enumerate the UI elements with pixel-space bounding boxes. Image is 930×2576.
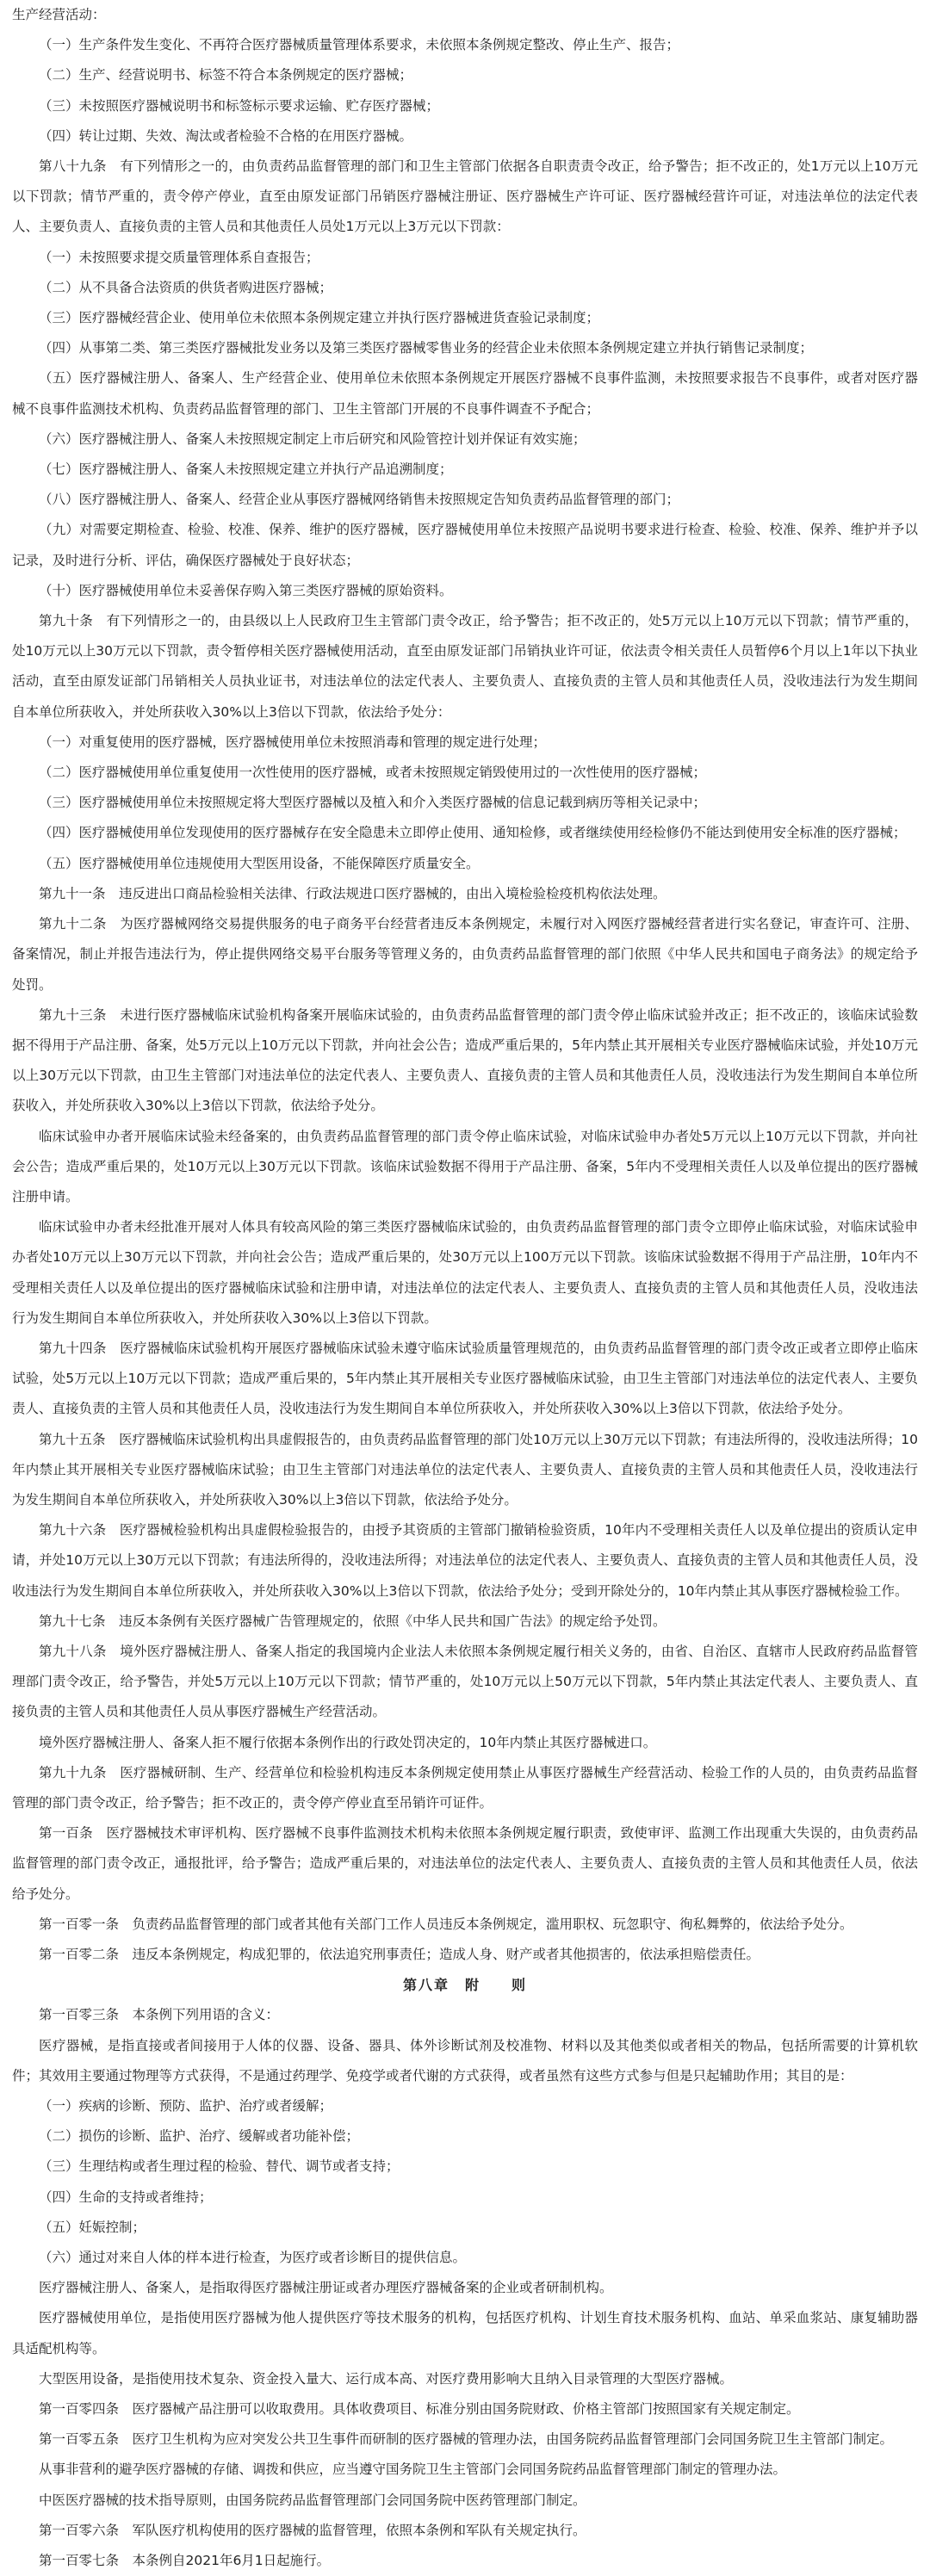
list-item: （二）从不具备合法资质的供货者购进医疗器械；	[39, 279, 333, 295]
article-99: 第九十九条 医疗器械研制、生产、经营单位和检验机构违反本条例规定使用禁止从事医疗器械生产经营活动、检验工作的人员的，由负责药品监督管理的部门责令改正，给予警告；拒不改正的，责令停产停业直至吊销许可证件。	[12, 1764, 918, 1811]
article-107: 第一百零七条 本条例自2021年6月1日起施行。	[39, 2553, 331, 2569]
paragraph: 医疗器械使用单位，是指使用医疗器械为他人提供医疗等技术服务的机构，包括医疗机构、计划生育技术服务机构、血站、单采血浆站、康复辅助器具适配机构等。	[12, 2310, 918, 2356]
paragraph: 中医医疗器械的技术指导原则，由国务院药品监督管理部门会同国务院中医药管理部门制定。	[39, 2492, 586, 2508]
article-91: 第九十一条 违反进出口商品检验相关法律、行政法规进口医疗器械的，由出入境检验检疫机构依法处理。	[39, 885, 666, 901]
article-96: 第九十六条 医疗器械检验机构出具虚假检验报告的，由授予其资质的主管部门撤销检验资质，10年内不受理相关责任人以及单位提出的资质认定申请，并处10万元以上30万元以下罚款；有违法所得的，没收违法所得；对违法单位的法定代表人、主要负责人、直接负责的主管人员和其他责任人员，没收违法行为发生期间自本单位所获收入，并处所获收入30%以上3倍以下罚款，依法给予处分；受到开除处分的，10年内禁止其从事医疗器械检验工作。	[12, 1522, 918, 1599]
paragraph: 医疗器械，是指直接或者间接用于人体的仪器、设备、器具、体外诊断试剂及校准物、材料以及其他类似或者相关的物品，包括所需要的计算机软件；其效用主要通过物理等方式获得，不是通过药理学、免疫学或者代谢的方式获得，或者虽然有这些方式参与但是只起辅助作用；其目的是：	[12, 2037, 918, 2084]
list-item: （一）未按照要求提交质量管理体系自查报告；	[39, 249, 319, 265]
list-item: （一）生产条件发生变化、不再符合医疗器械质量管理体系要求，未依照本条例规定整改、停止生产、报告；	[39, 37, 680, 53]
paragraph: 临床试验申办者开展临床试验未经备案的，由负责药品监督管理的部门责令停止临床试验，对临床试验申办者处5万元以上10万元以下罚款，并向社会公告；造成严重后果的，处10万元以上30万元以下罚款。该临床试验数据不得用于产品注册、备案，5年内不受理相关责任人以及单位提出的医疗器械注册申请。	[12, 1128, 918, 1204]
article-97: 第九十七条 违反本条例有关医疗器械广告管理规定的，依照《中华人民共和国广告法》的规定给予处罚。	[39, 1613, 666, 1629]
article-89: 第八十九条 有下列情形之一的，由负责药品监督管理的部门和卫生主管部门依据各自职责责令改正，给予警告；拒不改正的，处1万元以上10万元以下罚款；情节严重的，责令停产停业，直至由原发证部门吊销医疗器械注册证、医疗器械生产许可证、医疗器械经营许可证，对违法单位的法定代表人、主要负责人、直接负责的主管人员和其他责任人员处1万元以上3万元以下罚款：	[12, 158, 918, 235]
list-item: （六）通过对来自人体的样本进行检查，为医疗或者诊断目的提供信息。	[39, 2250, 467, 2266]
list-item: （七）医疗器械注册人、备案人未按照规定建立并执行产品追溯制度；	[39, 461, 453, 478]
list-item: （三）生理结构或者生理过程的检验、替代、调节或者支持；	[39, 2158, 400, 2175]
article-106: 第一百零六条 军队医疗机构使用的医疗器械的监督管理，依照本条例和军队有关规定执行。	[39, 2522, 586, 2538]
list-item: （四）从事第二类、第三类医疗器械批发业务以及第三类医疗器械零售业务的经营企业未依照本条例规定建立并执行销售记录制度；	[39, 340, 814, 356]
list-item: （五）医疗器械注册人、备案人、生产经营企业、使用单位未依照本条例规定开展医疗器械不良事件监测，未按照要求报告不良事件，或者对医疗器械不良事件监测技术机构、负责药品监督管理的部门、卫生主管部门开展的不良事件调查不予配合；	[12, 370, 918, 417]
article-98: 第九十八条 境外医疗器械注册人、备案人指定的我国境内企业法人未依照本条例规定履行相关义务的，由省、自治区、直辖市人民政府药品监督管理部门责令改正，给予警告，并处5万元以上10万元以下罚款；情节严重的，处10万元以上50万元以下罚款，5年内禁止其法定代表人、主要负责人、直接负责的主管人员和其他责任人员从事医疗器械生产经营活动。	[12, 1643, 918, 1720]
article-101: 第一百零一条 负责药品监督管理的部门或者其他有关部门工作人员违反本条例规定，滥用职权、玩忽职守、徇私舞弊的，依法给予处分。	[39, 1916, 853, 1932]
article-103: 第一百零三条 本条例下列用语的含义：	[39, 2007, 280, 2023]
article-92: 第九十二条 为医疗器械网络交易提供服务的电子商务平台经营者违反本条例规定，未履行对入网医疗器械经营者进行实名登记，审查许可、注册、备案情况，制止并报告违法行为，停止提供网络交易平台服务等管理义务的，由负责药品监督管理的部门依照《中华人民共和国电子商务法》的规定给予处罚。	[12, 916, 918, 993]
list-item: （六）医疗器械注册人、备案人未按照规定制定上市后研究和风险管控计划并保证有效实施；	[39, 430, 586, 447]
list-item: （一）疾病的诊断、预防、监护、治疗或者缓解；	[39, 2098, 333, 2115]
list-item: （十）医疗器械使用单位未妥善保存购入第三类医疗器械的原始资料。	[39, 582, 453, 598]
paragraph: 从事非营利的避孕医疗器械的存储、调拨和供应，应当遵守国务院卫生主管部门会同国务院药品监督管理部门制定的管理办法。	[39, 2461, 787, 2478]
list-item: （五）妊娠控制；	[39, 2219, 146, 2235]
article-102: 第一百零二条 违反本条例规定，构成犯罪的，依法追究刑事责任；造成人身、财产或者其他损害的，依法承担赔偿责任。	[39, 1947, 760, 1962]
paragraph: 临床试验申办者未经批准开展对人体具有较高风险的第三类医疗器械临床试验的，由负责药品监督管理的部门责令立即停止临床试验，对临床试验申办者处10万元以上30万元以下罚款，并向社会公告；造成严重后果的，处30万元以上100万元以下罚款。该临床试验数据不得用于产品注册，10年内不受理相关责任人以及单位提出的医疗器械临床试验和注册申请，对违法单位的法定代表人、主要负责人、直接负责的主管人员和其他责任人员，没收违法行为发生期间自本单位所获收入，并处所获收入30%以上3倍以下罚款。	[12, 1219, 918, 1326]
list-item: （二）医疗器械使用单位重复使用一次性使用的医疗器械，或者未按照规定销毁使用过的一次性使用的医疗器械；	[39, 765, 707, 781]
list-item: （四）转让过期、失效、淘汰或者检验不合格的在用医疗器械。	[39, 127, 413, 144]
chapter-heading: 第八章 附 则	[402, 1977, 527, 1994]
list-item: （一）对重复使用的医疗器械，医疗器械使用单位未按照消毒和管理的规定进行处理；	[39, 734, 547, 750]
paragraph: 医疗器械注册人、备案人，是指取得医疗器械注册证或者办理医疗器械备案的企业或者研制机构。	[39, 2280, 613, 2296]
article-100: 第一百条 医疗器械技术审评机构、医疗器械不良事件监测技术机构未依照本条例规定履行职责，致使审评、监测工作出现重大失误的，由负责药品监督管理的部门责令改正，通报批评，给予警告；造成严重后果的，对违法单位的法定代表人、主要负责人、直接负责的主管人员和其他责任人员，依法给予处分。	[12, 1825, 918, 1902]
list-item: （九）对需要定期检查、检验、校准、保养、维护的医疗器械，医疗器械使用单位未按照产品说明书要求进行检查、检验、校准、保养、维护并予以记录，及时进行分析、评估，确保医疗器械处于良好状态；	[12, 522, 918, 568]
list-item: （五）医疗器械使用单位违规使用大型医用设备，不能保障医疗质量安全。	[39, 855, 480, 871]
article-105: 第一百零五条 医疗卫生机构为应对突发公共卫生事件而研制的医疗器械的管理办法，由国务院药品监督管理部门会同国务院卫生主管部门制定。	[39, 2431, 894, 2448]
list-item: （二）生产、经营说明书、标签不符合本条例规定的医疗器械；	[39, 67, 413, 84]
list-item: （三）医疗器械经营企业、使用单位未依照本条例规定建立并执行医疗器械进货查验记录制度；	[39, 310, 600, 326]
list-item: （二）损伤的诊断、监护、治疗、缓解或者功能补偿；	[39, 2128, 360, 2145]
article-94: 第九十四条 医疗器械临床试验机构开展医疗器械临床试验未遵守临床试验质量管理规范的，由负责药品监督管理的部门责令改正或者立即停止临床试验，处5万元以上10万元以下罚款；造成严重后果的，5年内禁止其开展相关专业医疗器械临床试验，由卫生主管部门对违法单位的法定代表人、主要负责人、直接负责的主管人员和其他责任人员，没收违法行为发生期间自本单位所获收入，并处所获收入30%以上3倍以下罚款，依法给予处分。	[12, 1340, 918, 1417]
paragraph: 境外医疗器械注册人、备案人拒不履行依据本条例作出的行政处罚决定的，10年内禁止其医疗器械进口。	[39, 1734, 657, 1750]
article-95: 第九十五条 医疗器械临床试验机构出具虚假报告的，由负责药品监督管理的部门处10万元以上30万元以下罚款；有违法所得的，没收违法所得；10年内禁止其开展相关专业医疗器械临床试验；由卫生主管部门对违法单位的法定代表人、主要负责人、直接负责的主管人员和其他责任人员，没收违法行为发生期间自本单位所获收入，并处所获收入30%以上3倍以下罚款，依法给予处分。	[12, 1431, 918, 1508]
article-93: 第九十三条 未进行医疗器械临床试验机构备案开展临床试验的，由负责药品监督管理的部门责令停止临床试验并改正；拒不改正的，该临床试验数据不得用于产品注册、备案，处5万元以上10万元以下罚款，并向社会公告；造成严重后果的，5年内禁止其开展相关专业医疗器械临床试验，并处10万元以上30万元以下罚款，由卫生主管部门对违法单位的法定代表人、主要负责人、直接负责的主管人员和其他责任人员，没收违法行为发生期间自本单位所获收入，并处所获收入30%以上3倍以下罚款，依法给予处分。	[12, 1006, 918, 1114]
paragraph: 大型医用设备，是指使用技术复杂、资金投入量大、运行成本高、对医疗费用影响大且纳入目录管理的大型医疗器械。	[39, 2370, 734, 2387]
list-item: （八）医疗器械注册人、备案人、经营企业从事医疗器械网络销售未按照规定告知负责药品监督管理的部门；	[39, 492, 680, 508]
list-item: （四）医疗器械使用单位发现使用的医疗器械存在安全隐患未立即停止使用、通知检修，或者继续使用经检修仍不能达到使用安全标准的医疗器械；	[39, 825, 907, 841]
list-item: （三）未按照医疗器械说明书和标签标示要求运输、贮存医疗器械；	[39, 97, 440, 114]
article-90: 第九十条 有下列情形之一的，由县级以上人民政府卫生主管部门责令改正，给予警告；拒不改正的，处5万元以上10万元以下罚款；情节严重的，处10万元以上30万元以下罚款，责令暂停相关医疗器械使用活动，直至由原发证部门吊销执业许可证，依法责令相关责任人员暂停6个月以上1年以下执业活动，直至由原发证部门吊销相关人员执业证书，对违法单位的法定代表人、主要负责人、直接负责的主管人员和其他责任人员，没收违法行为发生期间自本单位所获收入，并处所获收入30%以上3倍以下罚款，依法给予处分：	[12, 613, 918, 720]
paragraph: 生产经营活动：	[12, 7, 106, 22]
list-item: （三）医疗器械使用单位未按照规定将大型医疗器械以及植入和介入类医疗器械的信息记载到病历等相关记录中；	[39, 795, 707, 811]
article-104: 第一百零四条 医疗器械产品注册可以收取费用。具体收费项目、标准分别由国务院财政、价格主管部门按照国家有关规定制定。	[39, 2401, 800, 2418]
list-item: （四）生命的支持或者维持；	[39, 2189, 213, 2205]
